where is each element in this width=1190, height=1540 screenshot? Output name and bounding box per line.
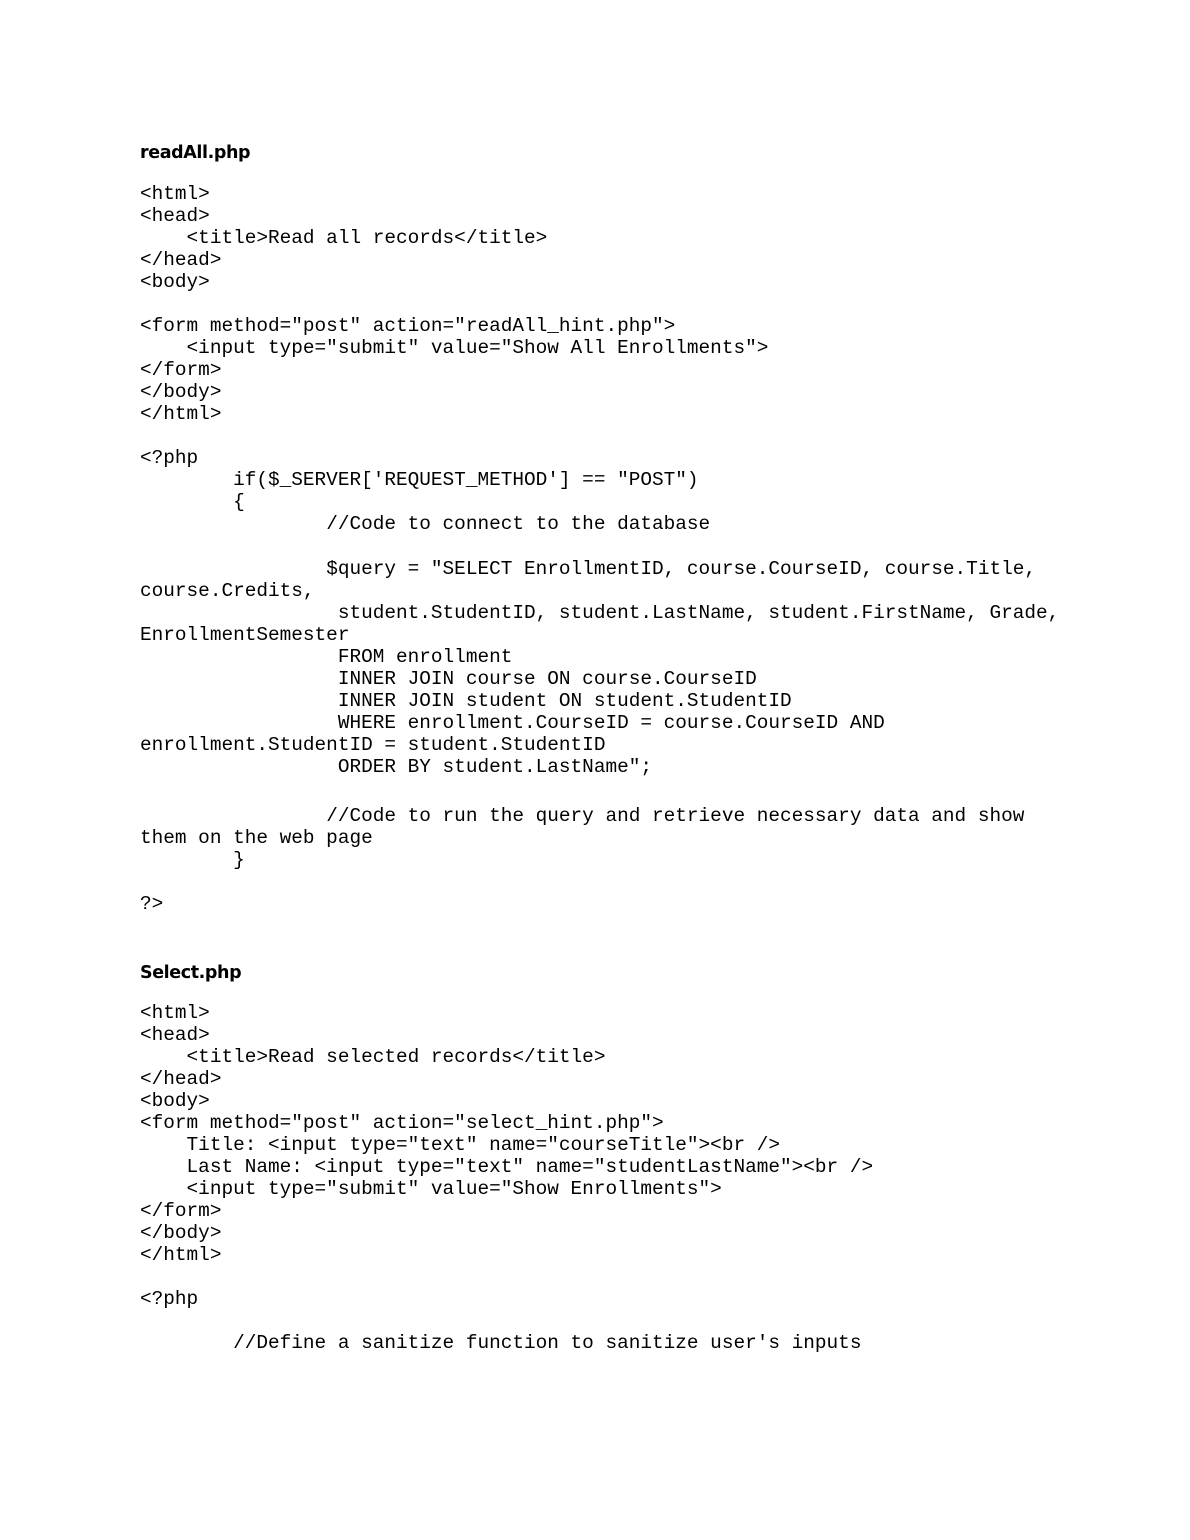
code-line: <head> <box>140 1024 210 1046</box>
code-line: <head> <box>140 205 210 227</box>
code-line <box>140 293 768 315</box>
code-line: //Define a sanitize function to sanitize user's inputs <box>140 1332 862 1354</box>
code-line <box>140 1310 873 1332</box>
code-line: </form> <box>140 1200 222 1222</box>
code-line: //Code to run the query and retrieve necessary data and show <box>140 805 1025 827</box>
code-line: <body> <box>140 271 210 293</box>
code-line: } <box>140 849 245 871</box>
code-line: them on the web page <box>140 827 373 849</box>
code-line: </head> <box>140 1068 222 1090</box>
code-block-readall-1 <box>140 183 768 535</box>
code-block-readall-4 <box>140 893 163 915</box>
code-line: ?> <box>140 893 164 915</box>
code-line: <form method="post" action="readAll_hint.php"> <box>140 315 676 337</box>
code-line: Title: <input type="text" name="courseTitle"><br /> <box>140 1134 780 1156</box>
code-line: </body> <box>140 1222 222 1244</box>
code-line: </html> <box>140 403 222 425</box>
code-line: { <box>140 491 245 513</box>
code-line: Last Name: <input type="text" name="studentLastName"><br /> <box>140 1156 874 1178</box>
code-line: </html> <box>140 1244 222 1266</box>
code-block-readall-2 <box>140 558 1059 778</box>
code-line: if($_SERVER['REQUEST_METHOD'] == "POST") <box>140 469 699 491</box>
code-line: <html> <box>140 1002 210 1024</box>
code-line: <input type="submit" value="Show All Enrollments"> <box>140 337 769 359</box>
code-line: <form method="post" action="select_hint.php"> <box>140 1112 664 1134</box>
file-heading-select: Select.php <box>140 963 242 983</box>
code-line: ORDER BY student.LastName"; <box>140 756 653 778</box>
code-line: <?php <box>140 1288 199 1310</box>
code-block-select-1 <box>140 1002 873 1354</box>
code-line: $query = "SELECT EnrollmentID, course.CourseID, course.Title, <box>140 558 1037 580</box>
code-line: <?php <box>140 447 199 469</box>
code-line: course.Credits, <box>140 580 315 602</box>
code-line: </head> <box>140 249 222 271</box>
code-line <box>140 425 768 447</box>
file-heading-readall: readAll.php <box>140 143 251 163</box>
code-line: WHERE enrollment.CourseID = course.CourseID AND <box>140 712 885 734</box>
code-line: INNER JOIN student ON student.StudentID <box>140 690 792 712</box>
code-line: <input type="submit" value="Show Enrollments"> <box>140 1178 722 1200</box>
code-block-readall-3 <box>140 805 1024 871</box>
code-line <box>140 1266 873 1288</box>
code-line: <title>Read all records</title> <box>140 227 548 249</box>
code-line: <html> <box>140 183 210 205</box>
code-line: EnrollmentSemester <box>140 624 350 646</box>
code-line: </form> <box>140 359 222 381</box>
code-line: </body> <box>140 381 222 403</box>
code-line: //Code to connect to the database <box>140 513 711 535</box>
code-line: <title>Read selected records</title> <box>140 1046 606 1068</box>
code-line: INNER JOIN course ON course.CourseID <box>140 668 757 690</box>
code-line: enrollment.StudentID = student.StudentID <box>140 734 606 756</box>
code-line: student.StudentID, student.LastName, student.FirstName, Grade, <box>140 602 1060 624</box>
code-line: FROM enrollment <box>140 646 513 668</box>
code-line: <body> <box>140 1090 210 1112</box>
